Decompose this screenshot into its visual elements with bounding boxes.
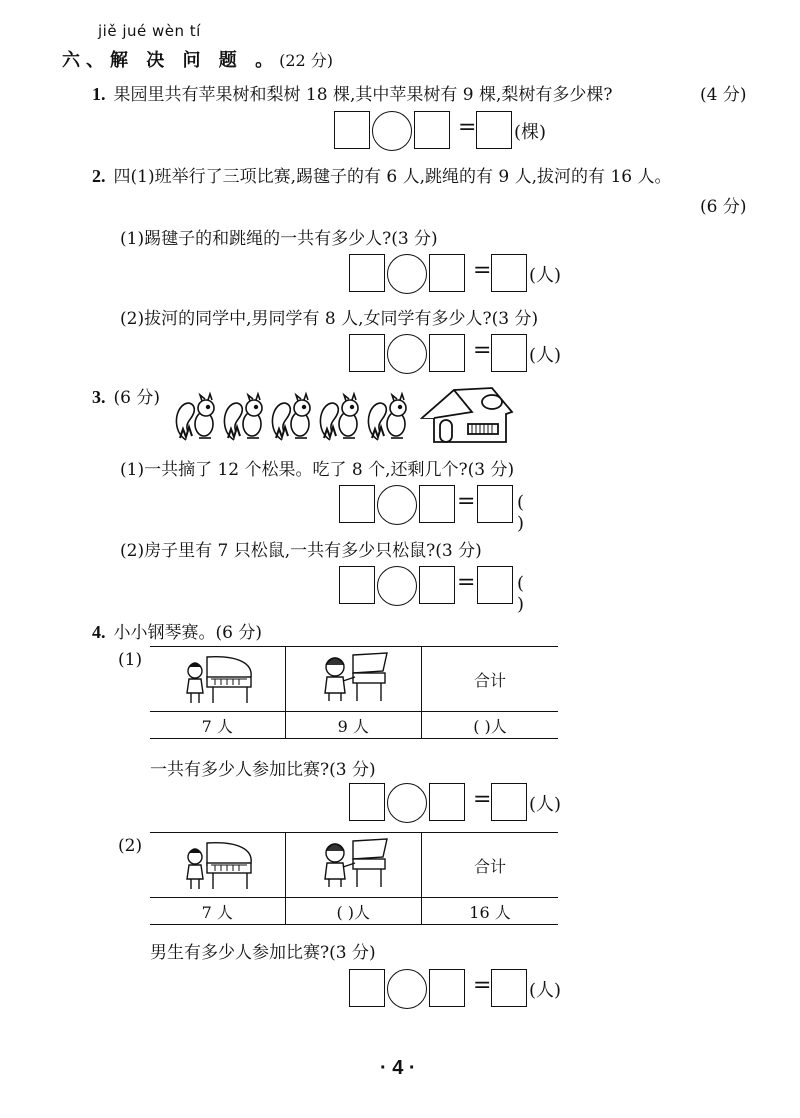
piano-table-2 <box>150 832 558 925</box>
section-points: (22 分) <box>279 51 334 70</box>
question-2-points: (6 分) <box>700 197 747 217</box>
answer-box-1[interactable] <box>349 334 385 372</box>
unit-label: (人) <box>529 345 562 366</box>
question-2-text: 四(1)班举行了三项比赛,踢毽子的有 6 人,跳绳的有 9 人,拔河的有 16 人。 <box>113 167 672 187</box>
answer-box-2[interactable] <box>414 111 450 149</box>
section-title <box>62 46 333 72</box>
answer-box-2[interactable] <box>419 485 455 523</box>
answer-box-1[interactable] <box>349 783 385 821</box>
answer-box-result[interactable] <box>491 969 527 1007</box>
question-4 <box>92 618 262 643</box>
answer-box-result[interactable] <box>476 111 512 149</box>
question-1-text: 果园里共有苹果树和梨树 18 棵,其中苹果树有 9 棵,梨树有多少棵? <box>113 85 613 105</box>
operator-circle[interactable] <box>387 334 427 374</box>
question-4-title: 小小钢琴赛。(6 分) <box>113 623 262 643</box>
question-3-points: (6 分) <box>113 388 160 408</box>
girl-piano-icon <box>177 835 257 891</box>
unit-label: (人) <box>529 794 562 815</box>
boy-piano-icon <box>313 835 393 891</box>
unit-label: ( ) <box>517 573 525 615</box>
answer-box-1[interactable] <box>349 254 385 292</box>
piano-table-1 <box>150 646 558 739</box>
answer-box-1[interactable] <box>339 485 375 523</box>
operator-circle[interactable] <box>372 111 412 151</box>
question-2 <box>92 162 671 187</box>
total-count[interactable]: ( )人 <box>422 712 558 739</box>
answer-box-2[interactable] <box>429 254 465 292</box>
question-3 <box>92 383 160 408</box>
question-1-number: 1. <box>92 84 106 104</box>
girls-count: 7 人 <box>150 712 285 739</box>
answer-box-result[interactable] <box>477 485 513 523</box>
operator-circle[interactable] <box>377 485 417 525</box>
operator-circle[interactable] <box>387 969 427 1009</box>
question-1-points: (4 分) <box>700 85 747 105</box>
question-1 <box>92 80 612 105</box>
answer-box-2[interactable] <box>429 969 465 1007</box>
boy-piano-icon <box>313 649 393 705</box>
total-header-cell: 合计 <box>422 647 558 712</box>
operator-circle[interactable] <box>377 566 417 606</box>
unit-label: (人) <box>529 980 562 1001</box>
question-2-number: 2. <box>92 166 106 186</box>
question-3-sub-2: (2)房子里有 7 只松鼠,一共有多少只松鼠?(3 分) <box>120 541 482 561</box>
answer-box-result[interactable] <box>491 334 527 372</box>
section-title-text: 六、解 决 问 题 。 <box>62 50 280 71</box>
girl-piano-cell <box>150 833 285 898</box>
answer-box-1[interactable] <box>339 566 375 604</box>
answer-box-2[interactable] <box>429 783 465 821</box>
boys-count[interactable]: ( )人 <box>285 898 422 925</box>
boy-piano-cell <box>285 647 422 712</box>
section-pinyin: jiě jué wèn tí <box>98 22 201 40</box>
answer-box-2[interactable] <box>419 566 455 604</box>
answer-box-1[interactable] <box>334 111 370 149</box>
answer-box-result[interactable] <box>477 566 513 604</box>
question-3-sub-1: (1)一共摘了 12 个松果。吃了 8 个,还剩几个?(3 分) <box>120 460 515 480</box>
question-4-number: 4. <box>92 622 106 642</box>
girls-count: 7 人 <box>150 898 285 925</box>
girl-piano-cell <box>150 647 285 712</box>
unit-label: ( ) <box>517 492 525 534</box>
answer-box-1[interactable] <box>349 969 385 1007</box>
part-1-question: 一共有多少人参加比赛?(3 分) <box>150 760 376 780</box>
total-count: 16 人 <box>422 898 558 925</box>
squirrels-house-illustration <box>172 382 522 448</box>
answer-box-result[interactable] <box>491 783 527 821</box>
page-number: · 4 · <box>380 1057 416 1079</box>
question-3-number: 3. <box>92 387 106 407</box>
total-header-cell: 合计 <box>422 833 558 898</box>
unit-label: (人) <box>529 265 562 286</box>
girl-piano-icon <box>177 649 257 705</box>
operator-circle[interactable] <box>387 254 427 294</box>
question-2-sub-1: (1)踢毽子的和跳绳的一共有多少人?(3 分) <box>120 229 438 249</box>
question-2-sub-2: (2)拔河的同学中,男同学有 8 人,女同学有多少人?(3 分) <box>120 309 539 329</box>
part-2-label: (2) <box>118 836 143 856</box>
boys-count: 9 人 <box>285 712 422 739</box>
part-1-label: (1) <box>118 650 143 670</box>
part-2-question: 男生有多少人参加比赛?(3 分) <box>150 943 376 963</box>
operator-circle[interactable] <box>387 783 427 823</box>
boy-piano-cell <box>285 833 422 898</box>
answer-box-2[interactable] <box>429 334 465 372</box>
unit-label: (棵) <box>514 122 547 143</box>
answer-box-result[interactable] <box>491 254 527 292</box>
